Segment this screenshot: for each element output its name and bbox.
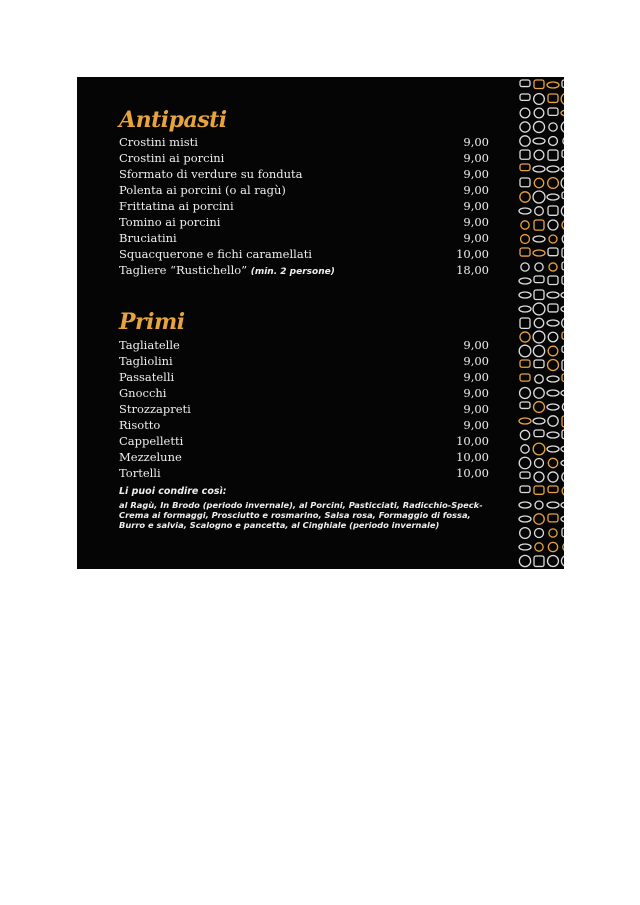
pattern-shape [519,292,531,298]
sauces-text: al Ragù, In Brodo (periodo invernale), al Porcini, Pasticciati, Radicchio-Speck-Crema ai formaggi, Prosciutto e rosmarino, Salsa rosa, Formaggio di fossa, Burro e salvia, Scalogno e pancetta, al Cinghiale (periodo invernale) [119,500,483,530]
menu-item-price: 9,00 [463,183,489,197]
pattern-shape [533,331,545,343]
pattern-shape [519,418,531,424]
pattern-shape [519,345,531,357]
menu-item-name [119,230,177,246]
pattern-shape [534,178,543,187]
item-name-text: Sformato di verdure su fonduta [119,167,303,181]
pattern-shape [548,150,558,160]
menu-item [119,262,489,278]
menu-item-price: 9,00 [463,402,489,416]
item-name-text: Squacquerone e fichi caramellati [119,247,312,261]
pattern-shape [561,555,564,566]
pattern-shape [520,248,530,256]
menu-item-name [119,417,160,433]
pattern-shape [547,390,559,396]
pattern-shape [520,192,530,202]
item-name-text: Crostini ai porcini [119,151,225,165]
pattern-shape [561,390,564,396]
pattern-shape [533,303,545,315]
item-name-text: Tagliatelle [119,338,180,352]
pattern-shape [561,502,564,508]
pattern-shape [547,404,559,410]
pattern-shape [534,402,545,413]
pattern-shape [547,320,559,326]
menu-item-price: 10,00 [456,247,489,261]
pattern-shape [548,206,558,215]
menu-item-price: 9,00 [463,167,489,181]
pattern-shape [533,121,544,132]
pattern-shape [547,82,559,88]
pattern-shape [547,502,559,508]
pattern-shape [534,556,544,566]
pattern-shape [561,166,564,172]
item-name-text: Passatelli [119,370,175,384]
pattern-shape [548,304,558,312]
pattern-shape [519,502,531,508]
item-name-text: Tomino ai porcini [119,215,221,229]
pattern-shape [562,318,564,329]
menu-item-name [119,166,303,182]
pattern-shape [549,137,558,146]
item-name-text: Risotto [119,418,161,432]
menu-item-name [119,401,191,417]
pattern-shape [521,221,529,229]
pattern-shape [533,236,545,242]
pattern-shape [548,360,559,371]
menu-item [119,134,489,150]
menu-item-price: 9,00 [463,215,489,229]
item-name-text: Gnocchi [119,386,167,400]
pattern-shape [534,290,544,300]
item-name-text: Strozzapreti [119,402,191,416]
menu-item-price: 10,00 [456,450,489,464]
pattern-shape [547,194,559,200]
menu-item [119,182,489,198]
pattern-shape [547,446,559,452]
menu-item-name [119,369,174,385]
menu-item-price: 9,00 [463,354,489,368]
menu-item [119,401,489,417]
item-name-text: Tortelli [119,466,161,480]
pattern-shape [520,318,530,328]
pattern-shape [520,178,530,187]
pattern-shape [548,276,558,284]
menu-item-price: 9,00 [463,418,489,432]
pattern-shape [547,166,559,172]
pattern-shape [533,191,545,203]
primi-list [119,337,489,481]
pattern-shape [533,166,545,172]
menu-item [119,385,489,401]
menu-item [119,166,489,182]
menu-item-name [119,182,286,198]
pattern-shape [561,205,564,216]
pattern-shape [548,332,558,342]
pattern-shape [549,529,557,537]
pattern-shape [561,460,564,466]
pattern-shape [520,374,530,381]
item-name-text: Polenta ai porcini (o al ragù) [119,183,286,197]
pattern-shape [561,516,564,522]
pattern-shape [547,432,559,438]
menu-item-name [119,262,335,278]
pattern-shape [534,360,544,368]
pattern-shape [548,514,558,522]
item-name-text: Cappelletti [119,434,184,448]
pattern-shape [548,346,558,356]
antipasti-title: Antipasti [119,107,227,133]
pattern-shape [520,108,530,118]
pattern-shape [562,220,564,230]
pattern-shape [519,208,531,214]
pattern-shape [534,108,544,118]
pattern-shape [534,388,545,399]
pattern-shape [519,278,531,284]
pattern-shape [521,263,529,271]
pattern-shape [563,543,564,551]
pattern-shape [562,80,564,87]
pattern-shape [547,376,559,382]
menu-item-name [119,433,183,449]
pattern-shape [561,177,564,189]
pattern-shape [548,248,558,256]
pattern-shape [534,276,544,283]
pattern-shape [520,150,530,159]
menu-item-price: 9,00 [463,135,489,149]
pattern-shape [520,164,530,171]
menu-item-price: 18,00 [456,263,489,277]
pattern-shape [520,94,530,100]
pattern-shape [562,332,564,339]
pattern-shape [520,122,530,132]
pattern-shape [548,94,558,102]
pattern-shape [520,486,530,492]
pattern-shape [561,446,564,452]
item-name-text: Tagliolini [119,354,173,368]
pattern-shape [519,544,531,550]
pattern-shape [519,516,531,522]
pattern-shape [520,332,530,342]
item-name-text: Crostini misti [119,135,198,149]
menu-item [119,150,489,166]
pattern-shape [562,374,564,381]
pattern-shape [562,472,564,482]
pattern-shape [548,542,557,551]
pattern-shape [520,136,530,146]
pattern-shape [533,345,544,356]
pattern-shape [534,150,544,160]
pattern-shape [562,346,564,352]
menu-item [119,417,489,433]
menu-item-name [119,449,182,465]
pattern-shape [549,123,557,131]
pattern-shape [521,445,529,453]
pattern-shape [520,472,530,478]
primi-title: Primi [119,309,185,335]
pattern-shape [548,416,558,426]
pattern-shape [548,220,558,230]
menu-item [119,214,489,230]
menu-item-price: 9,00 [463,199,489,213]
pattern-shape [520,528,531,539]
pattern-shape [520,402,530,408]
menu-item-name [119,214,220,230]
pattern-shape [561,93,564,105]
menu-item-price: 10,00 [456,434,489,448]
pattern-shape [548,458,557,467]
pattern-shape [562,486,564,496]
pattern-shape [535,263,543,271]
pattern-shape [549,263,557,271]
pattern-shape [562,430,564,439]
pattern-shape [519,457,531,469]
pattern-shape [535,375,544,384]
pattern-shape [520,430,529,439]
menu-item [119,353,489,369]
menu-item [119,433,489,449]
pattern-shape [519,306,531,312]
pattern-shape [534,94,545,105]
pattern-shape [535,207,544,216]
item-name-text: Frittatina ai porcini [119,199,234,213]
pattern-shape [520,388,531,399]
pattern-shape [562,192,564,199]
pattern-shape [547,292,559,298]
menu-item [119,337,489,353]
food-pattern-decoration [517,77,564,569]
item-name-text: Mezzelune [119,450,182,464]
pattern-shape [533,418,545,424]
pattern-shape [535,529,544,538]
pattern-shape [521,235,530,244]
pattern-shape [534,220,544,230]
pattern-shape [562,276,564,284]
menu-item [119,369,489,385]
pattern-shape [534,472,544,482]
menu-item [119,246,489,262]
pattern-shape [534,430,544,437]
item-name-text: Tagliere “Rustichello” [119,263,248,277]
menu-item-name [119,198,234,214]
menu-panel [77,77,564,569]
sauces-note [119,487,499,530]
pattern-shape [562,416,564,427]
pattern-shape [548,556,559,567]
menu-item-price: 9,00 [463,151,489,165]
pattern-shape [548,178,559,189]
antipasti-list [119,134,489,278]
menu-item [119,230,489,246]
pattern-shape [563,137,564,145]
menu-item-name [119,337,180,353]
menu-item-price: 9,00 [463,338,489,352]
pattern-shape [548,472,558,482]
menu-item [119,449,489,465]
sauces-heading: Li puoi condire così: [119,486,227,497]
pattern-shape [533,250,545,256]
pattern-shape [562,234,564,244]
pattern-shape [535,459,544,468]
menu-item-price: 9,00 [463,386,489,400]
pattern-shape [520,80,530,87]
pattern-shape [534,486,544,494]
menu-item-name [119,465,161,481]
menu-item-name [119,353,173,369]
menu-item-name [119,150,224,166]
item-name-text: Bruciatini [119,231,177,245]
menu-item-price: 9,00 [463,231,489,245]
menu-item-price: 10,00 [456,466,489,480]
pattern-shape [533,138,545,144]
pattern-shape [561,292,564,298]
menu-item-name [119,246,312,262]
pattern-shape [561,306,564,312]
pattern-shape [561,121,564,133]
menu-item-name [119,385,166,401]
pattern-shape [562,528,564,537]
pattern-shape [535,501,543,509]
pattern-shape [562,262,564,270]
menu-item [119,465,489,481]
pattern-shape [548,486,558,492]
pattern-shape [562,360,564,371]
pattern-shape [534,514,544,524]
pattern-shape [519,555,530,566]
item-note: (min. 2 persone) [250,267,335,277]
pattern-shape [533,443,545,455]
pattern-shape [535,543,543,551]
pattern-shape [520,360,530,367]
menu-item [119,198,489,214]
pattern-shape [548,108,558,115]
pattern-shape [561,110,564,116]
pattern-shape [534,80,544,89]
pattern-shape [562,150,564,157]
pattern-shape [562,402,564,411]
menu-item-price: 9,00 [463,370,489,384]
pattern-shape [534,318,543,327]
pattern-shape [562,248,564,257]
menu-item-name [119,134,198,150]
pattern-shape [549,235,557,243]
